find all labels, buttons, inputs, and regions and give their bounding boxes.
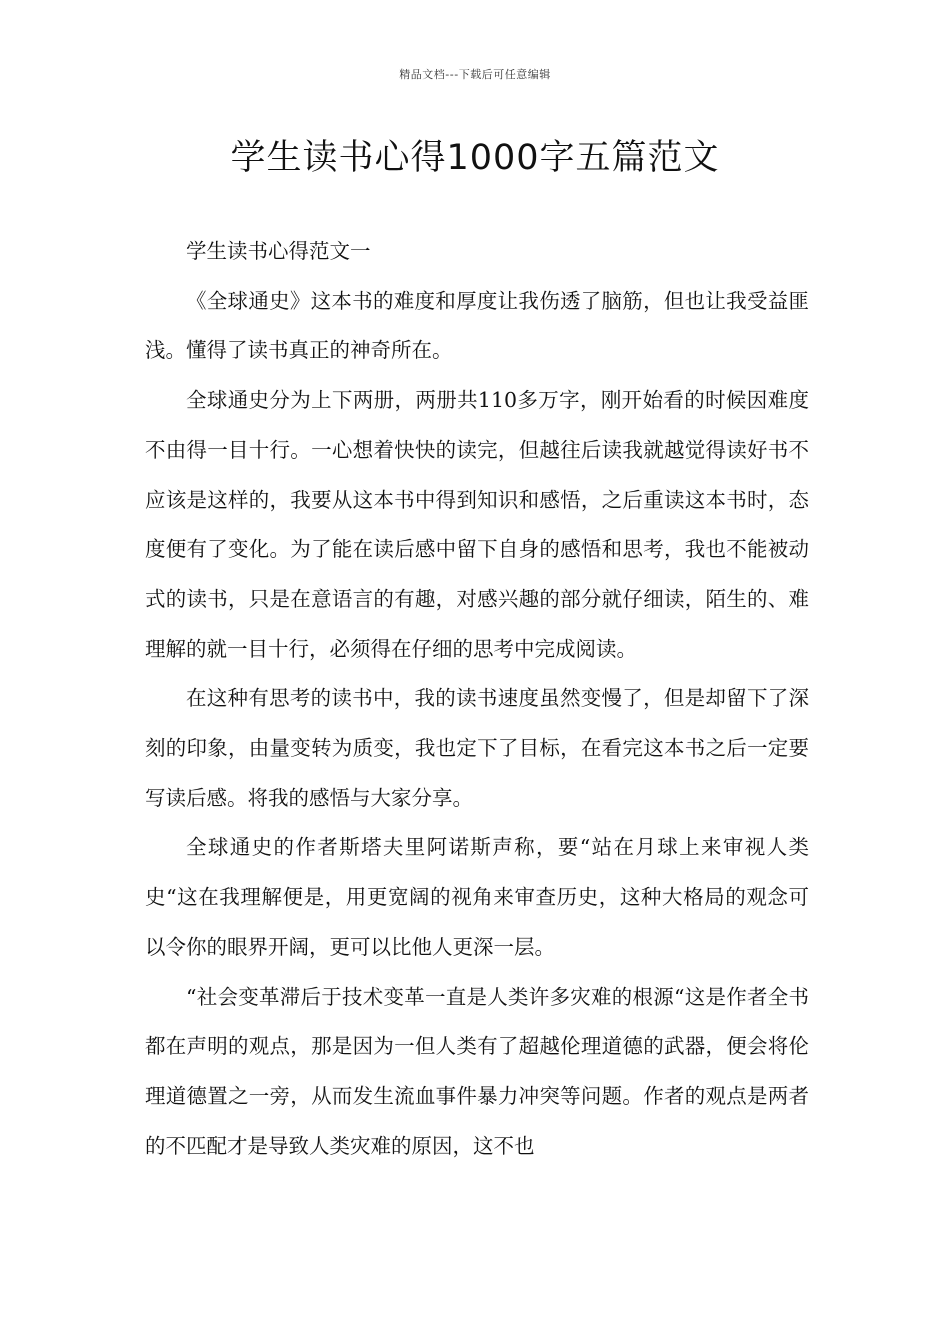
header-note: 精品文档---下载后可任意编辑: [399, 68, 551, 81]
paragraph: “社会变革滞后于技术变革一直是人类许多灾难的根源“这是作者全书都在声明的观点，那是因为一但人类有了超越伦理道德的武器，便会将伦理道德置之一旁，从而发生流血事件暴力冲突等问题。作者的观点是两者的不匹配才是导致人类灾难的原因，这不也: [145, 984, 809, 1158]
paragraph: 全球通史分为上下两册，两册共110多万字，刚开始看的时候因难度不由得一目十行。一心想着快快的读完，但越往后读我就越觉得读好书不应该是这样的，我要从这本书中得到知识和感悟，之后重读这本书时，态度便有了变化。为了能在读后感中留下自身的感悟和思考，我也不能被动式的读书，只是在意语言的有趣，对感兴趣的部分就仔细读，陌生的、难理解的就一目十行，必须得在仔细的思考中完成阅读。: [145, 388, 809, 661]
paragraph: 全球通史的作者斯塔夫里阿诺斯声称，要“站在月球上来审视人类史“这在我理解便是，用更宽阔的视角来审查历史，这种大格局的观念可以令你的眼界开阔，更可以比他人更深一层。: [145, 835, 809, 959]
paragraph: 在这种有思考的读书中，我的读书速度虽然变慢了，但是却留下了深刻的印象，由量变转为质变，我也定下了目标，在看完这本书之后一定要写读后感。将我的感悟与大家分享。: [145, 686, 809, 810]
paragraph: 《全球通史》这本书的难度和厚度让我伤透了脑筋，但也让我受益匪浅。懂得了读书真正的神奇所在。: [145, 288, 809, 363]
section-heading: 学生读书心得范文一: [186, 239, 371, 263]
document-title: 学生读书心得1000字五篇范文: [230, 138, 720, 178]
document-body: [145, 227, 809, 1171]
